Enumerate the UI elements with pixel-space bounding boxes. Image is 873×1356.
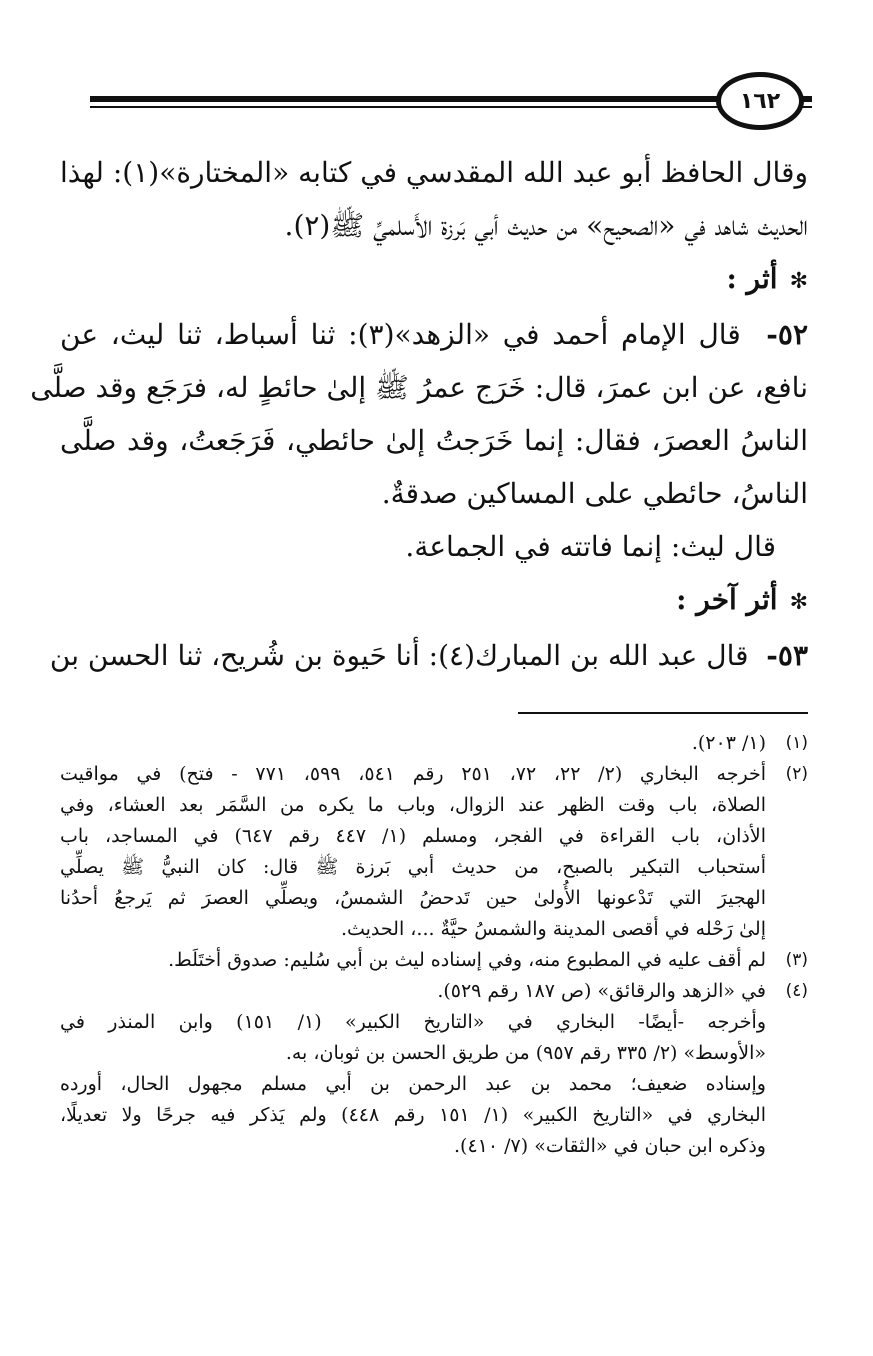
footnote-number: (٤) bbox=[785, 981, 808, 1001]
footnotes bbox=[60, 728, 808, 1162]
footnote-line: البخاري في «التاريخ الكبير» (١/ ١٥١ رقم ٤٤٨) ولم يَذكر فيه جرحًا ولا تعديلًا، bbox=[60, 1104, 766, 1126]
item-number: ٥٢- bbox=[766, 318, 808, 351]
item-text: قال عبد الله بن المبارك(٤): أنا حَيوة بن شُريح، ثنا الحسن بن bbox=[49, 639, 749, 672]
footnote bbox=[60, 728, 808, 759]
footnote-continuation bbox=[60, 1007, 808, 1162]
footnote-number: (١) bbox=[785, 733, 808, 753]
heading-text: أثر : bbox=[726, 262, 778, 295]
footnote bbox=[60, 945, 808, 976]
text-line bbox=[49, 629, 808, 682]
header-rule-thin bbox=[90, 106, 812, 108]
footnote bbox=[60, 976, 808, 1007]
footnote-line: إلىٰ رَحْله في أقصى المدينة والشمسُ حيَّةٌ ...، الحديث. bbox=[340, 918, 766, 940]
text-line bbox=[60, 308, 808, 361]
footnote-line: وإسناده ضعيف؛ محمد بن عبد الرحمن بن أبي مسلم مجهول الحال، أورده bbox=[60, 1073, 766, 1095]
asterisk-icon: ✻ bbox=[789, 269, 808, 294]
text-line: الحديث شاهد في «الصحيح» من حديث أبي بَرزة الأَسلميِّ ﷺ(٢). bbox=[284, 209, 808, 242]
page-number: ١٦٢ bbox=[716, 72, 804, 130]
text-line: نافع، عن ابن عمرَ، قال: خَرَج عمرُ ﷺ إلىٰ حائطٍ له، فرَجَع وقد صلَّى bbox=[30, 371, 808, 404]
footnote-line: أستحباب التبكير بالصبح، من حديث أبي بَرزة ﷺ قال: كان النبيُّ ﷺ يصلِّي bbox=[60, 856, 766, 878]
footnote-line: الصلاة، باب وقت الظهر عند الزوال، وباب ما يكره من السَّمَر بعد العشاء، وفي bbox=[60, 794, 766, 816]
footnote-line: وأخرجه -أيضًا- البخاري في «التاريخ الكبير» (١/ ١٥١) وابن المنذر في bbox=[60, 1011, 766, 1033]
footnote-number: (٣) bbox=[785, 950, 808, 970]
footnote-number: (٢) bbox=[785, 764, 808, 784]
footnote-line: في «الزهد والرقائق» (ص ١٨٧ رقم ٥٢٩). bbox=[437, 980, 766, 1002]
footnote-line: الهجيرَ التي تَدْعونها الأُولىٰ حين تَدحضُ الشمسُ، ويصلِّي العصرَ ثم يَرجعُ أحدُنا bbox=[60, 887, 766, 909]
footnote-line: الأذان، باب القراءة في الفجر، ومسلم (١/ ٤٤٧ رقم ٦٤٧) في المساجد، باب bbox=[60, 825, 766, 847]
section-heading bbox=[60, 252, 808, 308]
main-text bbox=[30, 146, 808, 682]
footnote-line: لم أقف عليه في المطبوع منه، وفي إسناده ليث بن أبي سُليم: صدوق أختَلَط. bbox=[168, 949, 766, 971]
footnote-line: وذكره ابن حبان في «الثقات» (٧/ ٤١٠). bbox=[454, 1135, 766, 1157]
section-heading bbox=[60, 573, 808, 629]
footnote-line: «الأوسط» (٢/ ٣٣٥ رقم ٩٥٧) من طريق الحسن بن ثوبان، به. bbox=[285, 1042, 766, 1064]
text-line: الناسُ العصرَ، فقال: إنما خَرَجتُ إلىٰ حائطي، فَرَجَعتُ، وقد صلَّى bbox=[60, 424, 808, 457]
footnote bbox=[60, 759, 808, 945]
asterisk-icon: ✻ bbox=[789, 590, 808, 615]
page-header bbox=[90, 72, 812, 136]
item-number: ٥٣- bbox=[766, 639, 808, 672]
header-rule-thick bbox=[90, 96, 812, 102]
heading-text: أثر آخر : bbox=[676, 583, 778, 616]
footnote-separator bbox=[518, 712, 808, 714]
text-line: وقال الحافظ أبو عبد الله المقدسي في كتابه «المختارة»(١): لهذا bbox=[60, 156, 808, 189]
text-line: الناسُ، حائطي على المساكين صدقةٌ. bbox=[381, 477, 808, 510]
text-line: قال ليث: إنما فاتته في الجماعة. bbox=[405, 530, 776, 563]
footnote-line: (١/ ٢٠٣). bbox=[691, 732, 766, 754]
item-text: قال الإمام أحمد في «الزهد»(٣): ثنا أسباط، ثنا ليث، عن bbox=[60, 318, 741, 351]
footnote-line: أخرجه البخاري (٢/ ٢٢، ٧٢، ٢٥١ رقم ٥٤١، ٥٩٩، ٧٧١ - فتح) في مواقيت bbox=[60, 763, 766, 785]
